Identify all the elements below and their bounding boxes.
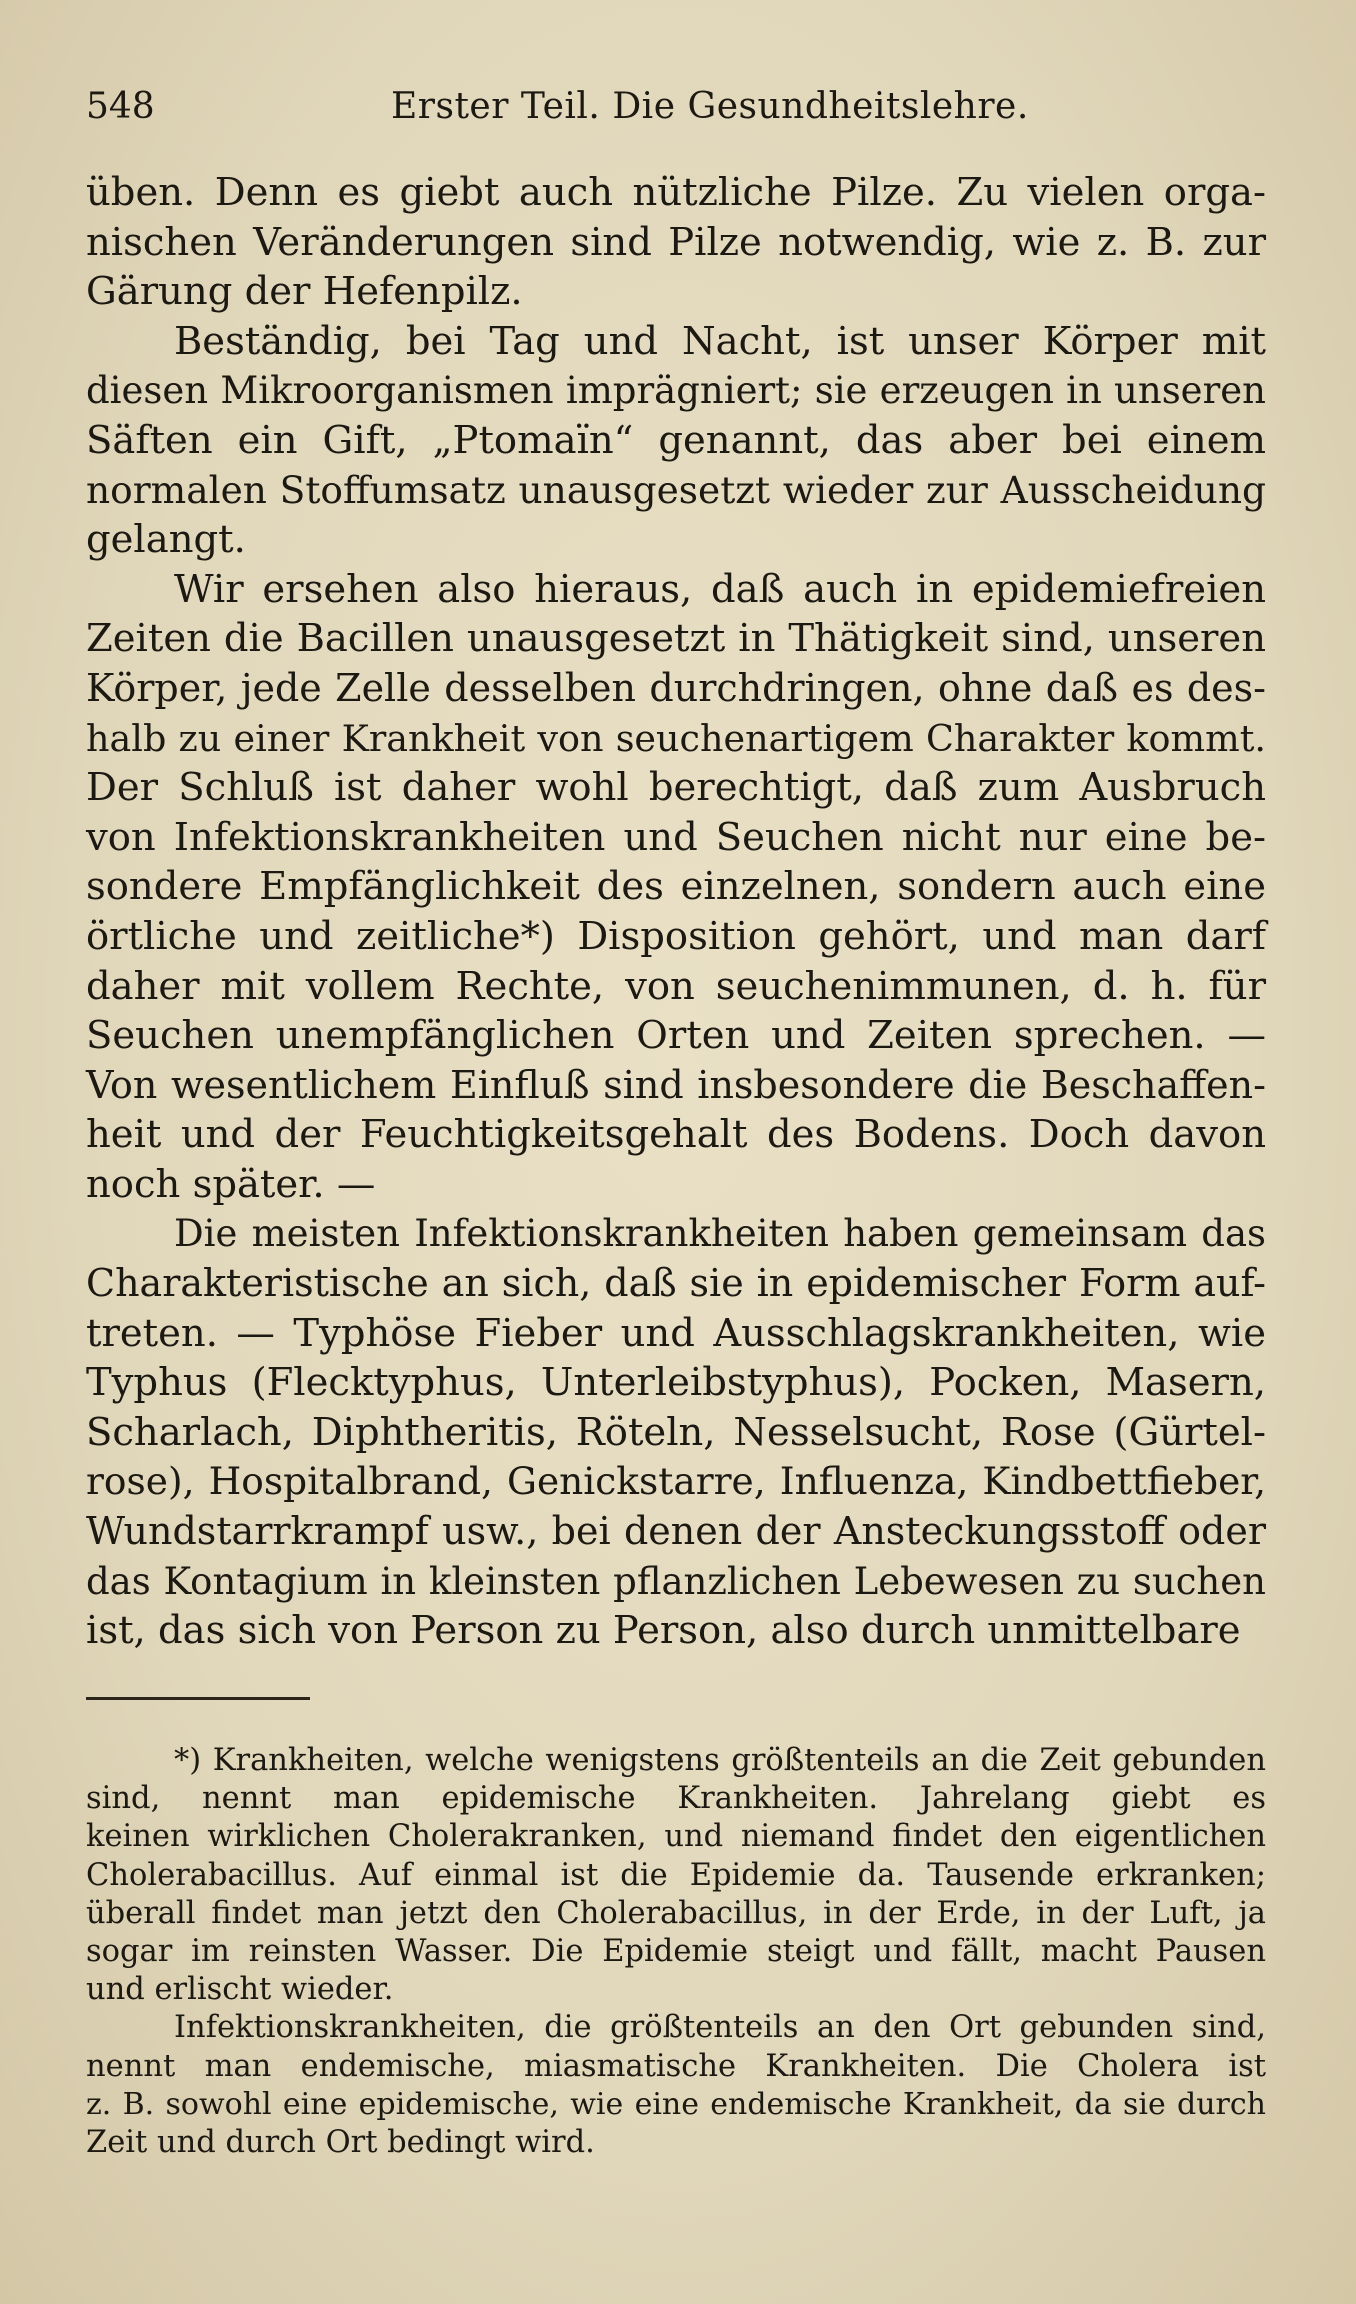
text-line: von Infektionskrankheiten und Seuchen nicht nur eine be- — [86, 814, 1266, 860]
text-line: das Kontagium in kleinsten pflanzlichen Lebewesen zu suchen — [86, 1559, 1266, 1603]
footnote-line: nennt man endemische, miasmatische Krankheiten. Die Cholera ist — [86, 2048, 1266, 2084]
footnotes — [86, 1742, 1266, 2162]
body-text — [86, 168, 1266, 1656]
text-line: Gärung der Hefenpilz. — [86, 269, 523, 315]
text-line: üben. Denn es giebt auch nützliche Pilze. Zu vielen orga- — [86, 170, 1266, 215]
text-line: Charakteristische an sich, daß sie in epidemischer Form auf- — [86, 1261, 1266, 1306]
text-line: normalen Stoffumsatz unausgesetzt wieder zur Ausscheidung — [86, 467, 1266, 512]
footnote-1 — [86, 1742, 1266, 2009]
running-head: Erster Teil. Die Gesundheitslehre. — [391, 86, 1029, 127]
text-line: heit und der Feuchtigkeitsgehalt des Bodens. Doch davon — [86, 1112, 1266, 1158]
text-line: Die meisten Infektionskrankheiten haben gemeinsam das — [174, 1212, 1266, 1256]
text-line: noch später. — — [86, 1161, 376, 1207]
text-line: treten. — Typhöse Fieber und Ausschlagskrankheiten, wie — [86, 1310, 1266, 1356]
text-line: Scharlach, Diphtheritis, Röteln, Nesselsucht, Rose (Gürtel- — [86, 1409, 1266, 1455]
text-line: Der Schluß ist daher wohl berechtigt, daß zum Ausbruch — [86, 765, 1266, 811]
text-line: Körper, jede Zelle desselben durchdringen, ohne daß es des- — [86, 665, 1266, 710]
text-line: Typhus (Flecktyphus, Unterleibstyphus), Pocken, Masern, — [86, 1360, 1266, 1406]
text-line: örtliche und zeitliche*) Disposition gehört, und man darf — [86, 913, 1266, 959]
footnote-line: keinen wirklichen Cholerakranken, und niemand findet den eigentlichen — [86, 1819, 1266, 1855]
page-header — [86, 82, 1266, 132]
text-line: rose), Hospitalbrand, Genickstarre, Influenza, Kindbettfieber, — [86, 1459, 1266, 1504]
footnote-line: und erlischt wieder. — [86, 1972, 394, 2008]
text-line: nischen Veränderungen sind Pilze notwendig, wie z. B. zur — [86, 219, 1266, 265]
text-line: Säften ein Gift, „Ptomaïn“ genannt, das aber bei einem — [86, 417, 1266, 463]
paragraph-3 — [86, 565, 1266, 1210]
footnote-line: *) Krankheiten, welche wenigstens größtenteils an die Zeit gebunden — [174, 1743, 1266, 1778]
text-line: diesen Mikroorganismen imprägniert; sie erzeugen in unseren — [86, 369, 1266, 413]
footnote-line: Cholerabacillus. Auf einmal ist die Epidemie da. Tausende erkranken; — [86, 1857, 1266, 1893]
text-line: gelangt. — [86, 517, 246, 563]
text-line: ist, das sich von Person zu Person, also durch unmittelbare — [86, 1608, 1241, 1654]
page-number: 548 — [86, 86, 155, 127]
footnote-line: überall findet man jetzt den Cholerabacillus, in der Erde, in der Luft, ja — [86, 1895, 1266, 1931]
footnote-2 — [86, 2009, 1266, 2162]
text-line: sondere Empfänglichkeit des einzelnen, sondern auch eine — [86, 864, 1266, 910]
paragraph-1 — [86, 168, 1266, 317]
paragraph-2 — [86, 317, 1266, 565]
text-line: Wir ersehen also hieraus, daß auch in epidemiefreien — [174, 566, 1266, 612]
text-line: Seuchen unempfänglichen Orten und Zeiten sprechen. — — [86, 1013, 1266, 1059]
text-line: Von wesentlichem Einfluß sind insbesondere die Beschaffen- — [86, 1062, 1266, 1107]
text-line: Wundstarrkrampf usw., bei denen der Ansteckungsstoff oder — [86, 1509, 1266, 1554]
paragraph-4 — [86, 1209, 1266, 1655]
text-line: Beständig, bei Tag und Nacht, ist unser Körper mit — [174, 318, 1266, 364]
footnote-line: Zeit und durch Ort bedingt wird. — [86, 2125, 595, 2161]
text-line: halb zu einer Krankheit von seuchenartigem Charakter kommt. — [86, 716, 1266, 760]
footnote-line: Infektionskrankheiten, die größtenteils an den Ort gebunden sind, — [174, 2010, 1266, 2046]
footnote-line: sogar im reinsten Wasser. Die Epidemie steigt und fällt, macht Pausen — [86, 1934, 1266, 1970]
footnote-line: z. B. sowohl eine epidemische, wie eine endemische Krankheit, da sie durch — [86, 2086, 1266, 2122]
text-line: daher mit vollem Rechte, von seuchenimmunen, d. h. für — [86, 963, 1266, 1009]
text-line: Zeiten die Bacillen unausgesetzt in Thätigkeit sind, unseren — [86, 616, 1266, 662]
footnote-divider — [86, 1697, 310, 1700]
footnote-line: sind, nennt man epidemische Krankheiten. Jahrelang giebt es — [86, 1781, 1266, 1817]
